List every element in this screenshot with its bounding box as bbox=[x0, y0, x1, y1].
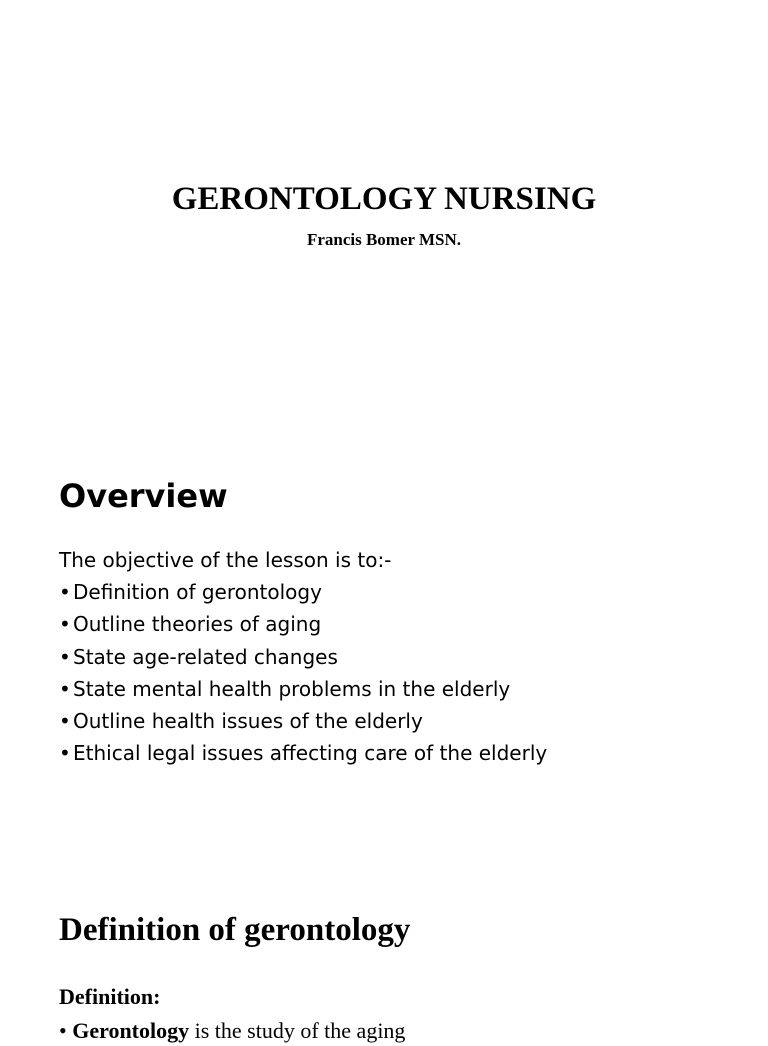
list-item bbox=[59, 641, 749, 673]
list-item-text: State mental health problems in the elderly bbox=[73, 676, 511, 701]
document-title: GERONTOLOGY NURSING bbox=[171, 181, 597, 217]
definition-section bbox=[59, 908, 749, 1046]
document-author: Francis Bomer MSN. bbox=[306, 230, 462, 249]
overview-body bbox=[59, 544, 749, 770]
bullet-icon: • bbox=[59, 741, 71, 766]
overview-heading: Overview bbox=[59, 477, 228, 515]
list-item-text: Ethical legal issues affecting care of the elderly bbox=[73, 741, 548, 766]
list-item-text: Outline theories of aging bbox=[73, 612, 322, 637]
definition-term: Gerontology bbox=[72, 1018, 190, 1043]
definition-text: is the study of the aging bbox=[189, 1018, 406, 1043]
definition-first-bullet bbox=[59, 1016, 749, 1046]
list-item-text: Definition of gerontology bbox=[73, 580, 322, 604]
list-item-text: Outline health issues of the elderly bbox=[73, 709, 423, 734]
list-item bbox=[59, 608, 749, 640]
bullet-icon: • bbox=[59, 709, 71, 734]
definition-subheading: Definition: bbox=[59, 984, 161, 1009]
bullet-icon: • bbox=[59, 612, 71, 637]
bullet-icon: • bbox=[59, 580, 71, 604]
bullet-icon: • bbox=[59, 1018, 67, 1043]
overview-section bbox=[59, 474, 749, 770]
objectives-list bbox=[59, 576, 749, 770]
bullet-icon: • bbox=[59, 676, 71, 701]
title-slide bbox=[0, 178, 768, 252]
list-item bbox=[59, 737, 749, 769]
definition-heading: Definition of gerontology bbox=[59, 912, 411, 948]
list-item bbox=[59, 705, 749, 737]
list-item bbox=[59, 576, 749, 608]
overview-intro: The objective of the lesson is to:- bbox=[59, 548, 392, 572]
list-item-text: State age-related changes bbox=[73, 644, 338, 669]
list-item bbox=[59, 673, 749, 705]
bullet-icon: • bbox=[59, 644, 71, 669]
